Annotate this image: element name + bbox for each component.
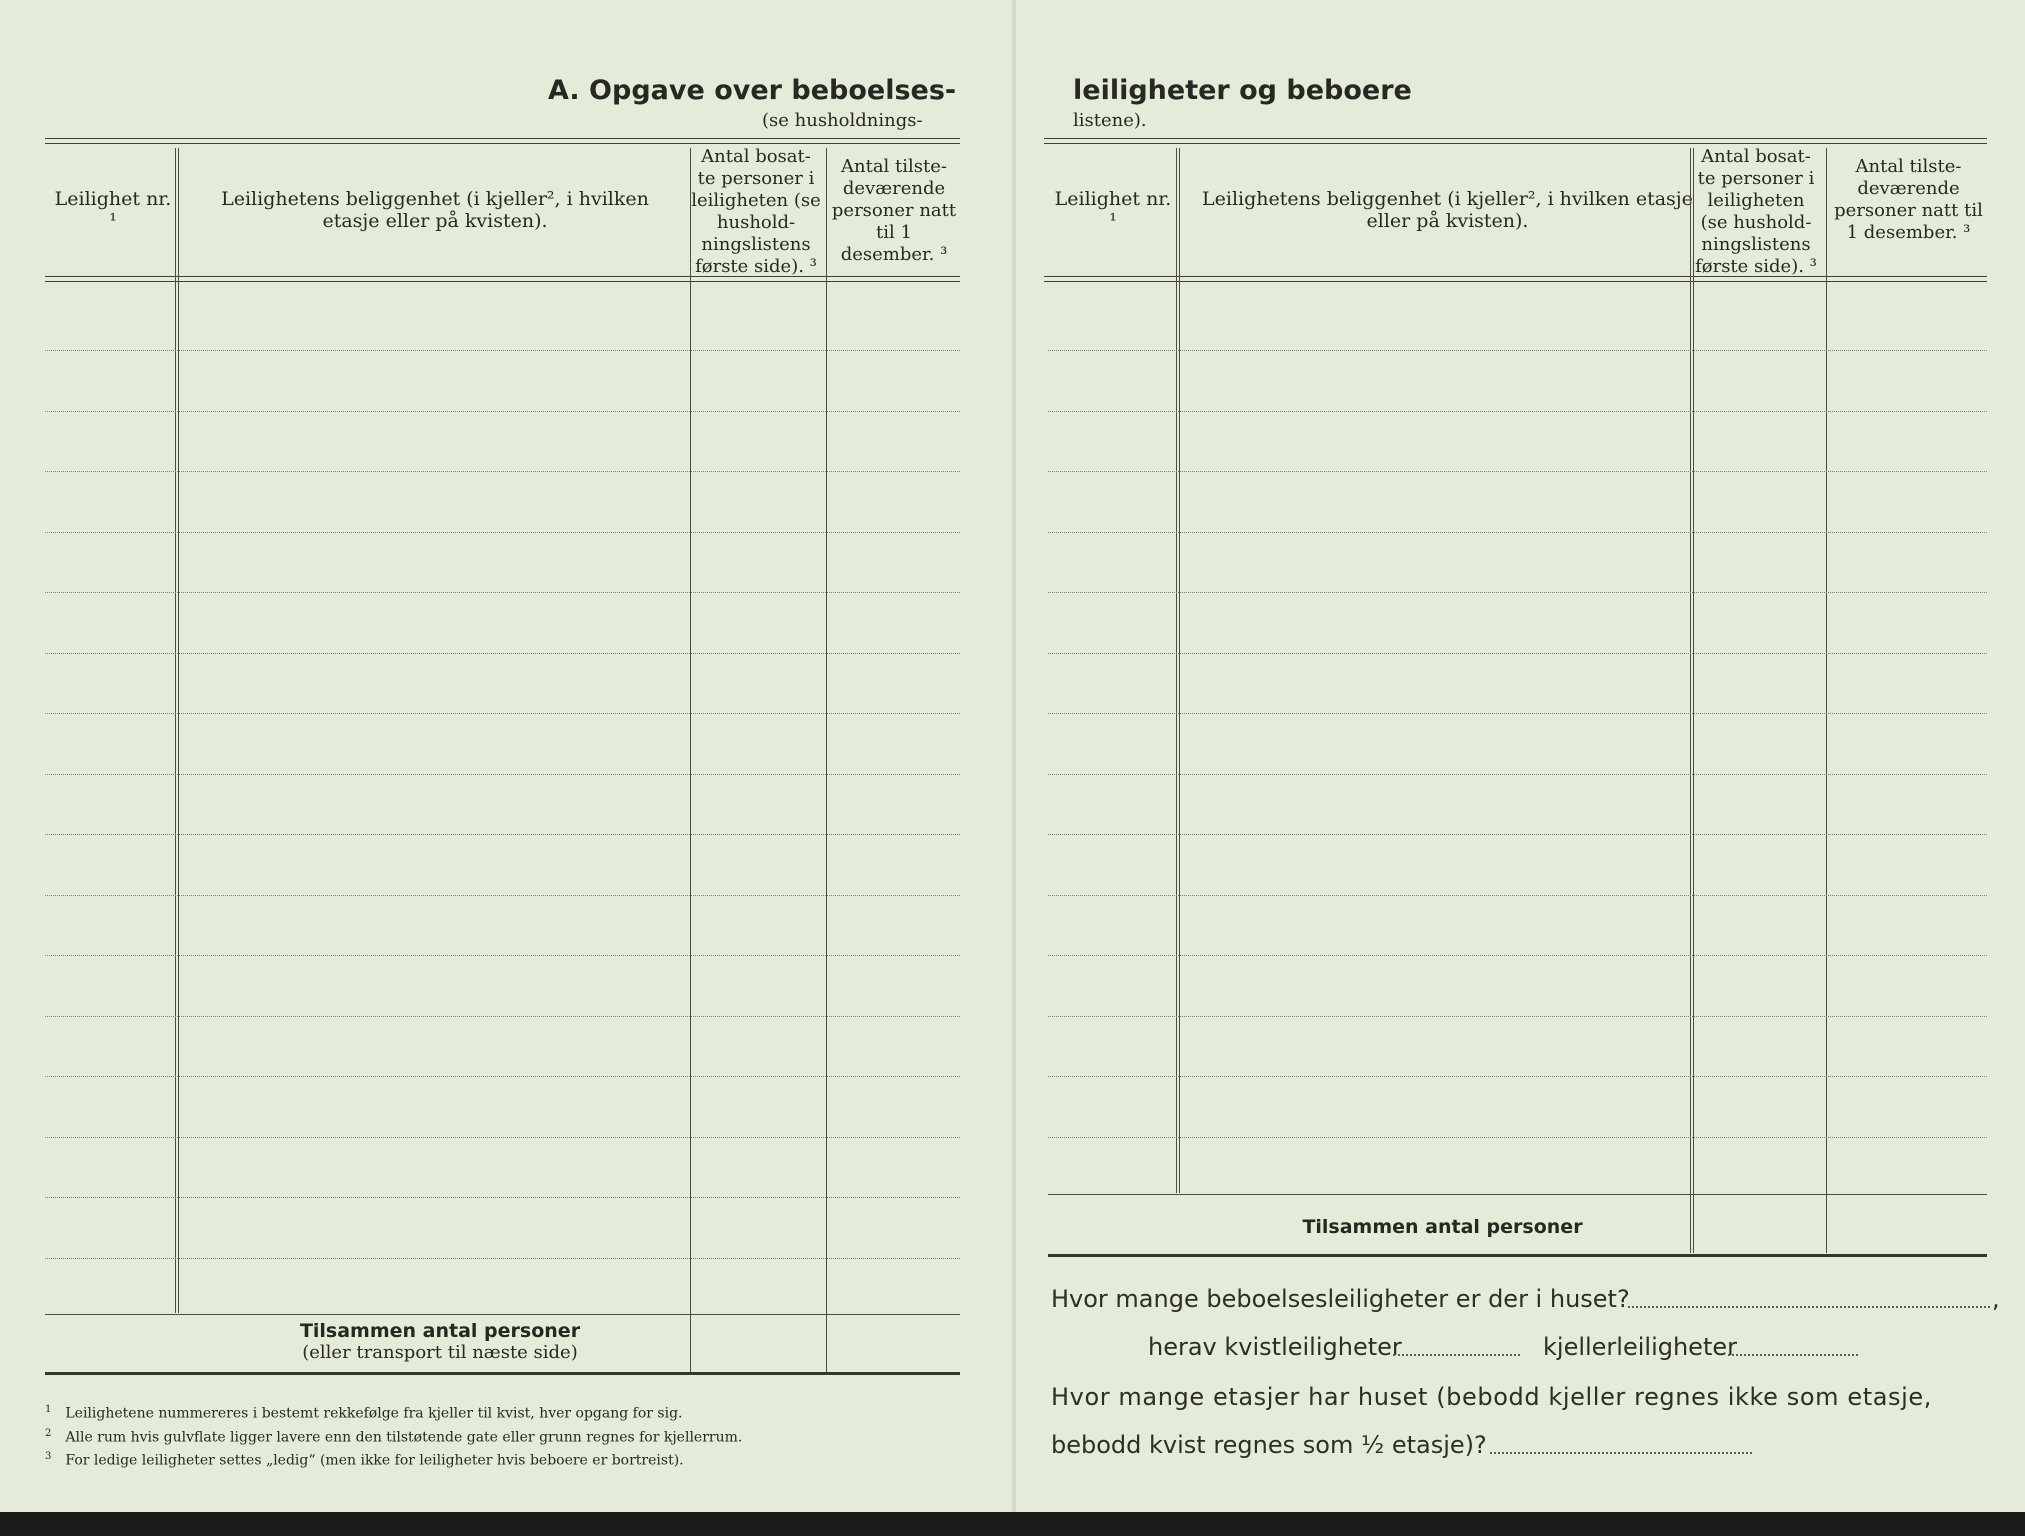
table-row-line [45, 713, 960, 714]
table-row-line [45, 1076, 960, 1077]
right-page [1030, 0, 2025, 1512]
page-fold [1012, 0, 1016, 1512]
header-location: Leilighetens beliggenhet (i kjeller², i hvilken etasje eller på kvisten). [1202, 188, 1693, 232]
footnote: $^1$ Leilighetene nummereres i bestemt rekkefølge fra kjeller til kvist, hver opgang for sig. [45, 1404, 683, 1422]
header-bottom-rule [45, 276, 960, 282]
header-present-count: Antal tilste- deværende personer natt til 1 desember. ³ [831, 156, 957, 265]
total-bottom-rule [45, 1372, 960, 1375]
table-row-line [45, 411, 960, 412]
total-top-rule [45, 1314, 960, 1315]
table-row-line [1048, 592, 1987, 593]
total-label-subtext: (eller transport til næste side) [302, 1342, 578, 1363]
right-subtitle: listene). [1073, 110, 1147, 131]
table-top-rule [45, 138, 960, 144]
table-row-line [45, 350, 960, 351]
footnote: $^2$ Alle rum hvis gulvflate ligger lavere enn den tilstøtende gate eller grunn regnes for kjellerrum. [45, 1427, 743, 1446]
column-divider [690, 148, 691, 1373]
header-resident-count: Antal bosat- te personer i leiligheten (se hushold- ningslistens første side). ³ [1695, 146, 1817, 277]
question-floors: Hvor mange etasjer har huset (bebodd kjeller regnes ikke som etasje, [1051, 1383, 1933, 1411]
table-row-line [45, 1197, 960, 1198]
total-top-rule [1048, 1194, 1987, 1195]
header-apartment-nr: Leilighet nr. ¹ [54, 188, 172, 232]
table-row-line [1048, 350, 1987, 351]
header-bottom-rule [1044, 276, 1987, 282]
total-bottom-rule [1048, 1254, 1987, 1257]
table-row-line [1048, 1016, 1987, 1017]
answer-line-basement [1728, 1354, 1858, 1356]
table-row-line [45, 653, 960, 654]
answer-line-attic [1393, 1354, 1520, 1356]
table-row-line [1048, 1137, 1987, 1138]
header-apartment-nr: Leilighet nr. ¹ [1054, 188, 1172, 232]
table-row-line [45, 895, 960, 896]
column-divider [175, 148, 179, 1313]
question-attic-apartments: herav kvistleiligheter [1148, 1333, 1402, 1361]
total-label-text: Tilsammen antal personer [299, 1320, 581, 1342]
table-row-line [1048, 1076, 1987, 1077]
answer-line-apartments [1628, 1306, 1990, 1308]
column-divider [1826, 148, 1827, 1253]
header-resident-count: Antal bosat- te personer i leiligheten (se hushold- ningslistens første side). ³ [691, 146, 821, 277]
answer-line-floors [1490, 1452, 1752, 1454]
table-row-line [45, 1016, 960, 1017]
table-row-line [45, 592, 960, 593]
column-divider [1176, 148, 1180, 1193]
left-title: A. Opgave over beboelses- [548, 75, 957, 106]
table-row-line [1048, 653, 1987, 654]
column-divider [826, 148, 827, 1373]
table-row-line [45, 471, 960, 472]
left-subtitle: (se husholdnings- [762, 110, 923, 131]
footnotes [45, 1400, 742, 1471]
left-total-label [190, 1320, 690, 1363]
header-location: Leilighetens beliggenhet (i kjeller², i hvilken etasje eller på kvisten). [221, 188, 649, 232]
table-row-line [45, 955, 960, 956]
table-top-rule [1044, 138, 1987, 144]
header-present-count: Antal tilste- deværende personer natt til 1 desember. ³ [1834, 156, 1983, 243]
table-row-line [45, 1258, 960, 1259]
table-row-line [1048, 471, 1987, 472]
table-row-line [1048, 532, 1987, 533]
question-basement-apartments: kjellerleiligheter [1543, 1333, 1737, 1361]
left-page [0, 0, 1000, 1512]
table-row-line [45, 1137, 960, 1138]
table-row-line [1048, 955, 1987, 956]
table-row-line [1048, 411, 1987, 412]
table-row-line [1048, 774, 1987, 775]
table-row-line [1048, 713, 1987, 714]
column-divider [1690, 148, 1694, 1253]
right-total-label [1195, 1216, 1690, 1238]
table-row-line [1048, 834, 1987, 835]
question-floors-cont: bebodd kvist regnes som ½ etasje)? [1051, 1431, 1487, 1459]
table-row-line [45, 774, 960, 775]
table-row-line [1048, 895, 1987, 896]
total-label-text: Tilsammen antal personer [1302, 1216, 1583, 1238]
table-row-line [45, 532, 960, 533]
table-row-line [45, 834, 960, 835]
right-title: leiligheter og beboere [1073, 75, 1412, 106]
question-end-comma: , [1992, 1285, 2000, 1313]
footnote: $^3$ For ledige leiligheter settes „ledig“ (men ikke for leiligheter hvis beboere er bortreist). [45, 1451, 684, 1469]
question-apartments-count: Hvor mange beboelsesleiligheter er der i huset? [1051, 1285, 1630, 1313]
